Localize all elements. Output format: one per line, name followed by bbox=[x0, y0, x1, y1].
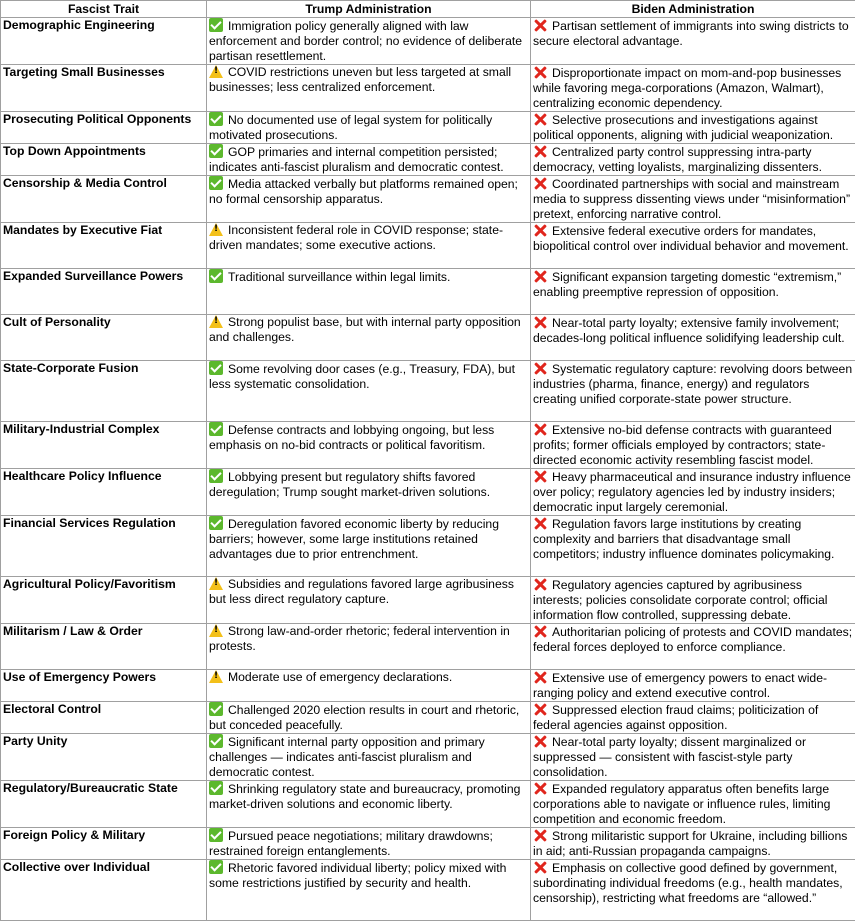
table-row bbox=[1, 144, 855, 176]
trump-assessment-text: Strong law-and-order rhetoric; federal intervention in protests. bbox=[209, 624, 510, 653]
trump-assessment-cell bbox=[207, 112, 531, 144]
table-row bbox=[1, 269, 855, 315]
biden-assessment-cell bbox=[531, 361, 855, 422]
header-biden-administration: Biden Administration bbox=[531, 1, 855, 18]
trump-assessment-text: Inconsistent federal role in COVID response; state-driven mandates; some executive actions. bbox=[209, 223, 503, 252]
warning-icon bbox=[209, 223, 223, 236]
trump-assessment-cell bbox=[207, 65, 531, 112]
cross-mark-icon bbox=[533, 176, 547, 190]
cross-mark-icon bbox=[533, 516, 547, 530]
trump-assessment-text: No documented use of legal system for politically motivated prosecutions. bbox=[209, 113, 492, 142]
trait-cell: Cult of Personality bbox=[1, 315, 207, 361]
trump-assessment-cell bbox=[207, 624, 531, 670]
table-row bbox=[1, 112, 855, 144]
biden-assessment-text: Suppressed election fraud claims; politicization of federal agencies against opposition. bbox=[533, 703, 818, 732]
table-row bbox=[1, 828, 855, 860]
warning-icon bbox=[209, 577, 223, 590]
trait-cell: Agricultural Policy/Favoritism bbox=[1, 577, 207, 624]
check-mark-icon bbox=[209, 860, 223, 874]
table-row bbox=[1, 361, 855, 422]
biden-assessment-text: Strong militaristic support for Ukraine, including billions in aid; anti-Russian propaganda campaigns. bbox=[533, 829, 847, 858]
trait-cell: Regulatory/Bureaucratic State bbox=[1, 781, 207, 828]
table-row bbox=[1, 469, 855, 516]
cross-mark-icon bbox=[533, 361, 547, 375]
check-mark-icon bbox=[209, 516, 223, 530]
trait-cell: Healthcare Policy Influence bbox=[1, 469, 207, 516]
trump-assessment-text: Rhetoric favored individual liberty; policy mixed with some restrictions justified by security and health. bbox=[209, 861, 506, 890]
cross-mark-icon bbox=[533, 469, 547, 483]
trump-assessment-text: Moderate use of emergency declarations. bbox=[228, 670, 452, 684]
trump-assessment-cell bbox=[207, 670, 531, 702]
trump-assessment-cell bbox=[207, 702, 531, 734]
biden-assessment-text: Near-total party loyalty; extensive family involvement; decades-long political influence solidifying leadership cult. bbox=[533, 316, 845, 345]
biden-assessment-cell bbox=[531, 269, 855, 315]
table-row bbox=[1, 422, 855, 469]
trump-assessment-text: Challenged 2020 election results in court and rhetoric, but conceded peacefully. bbox=[209, 703, 519, 732]
check-mark-icon bbox=[209, 734, 223, 748]
biden-assessment-text: Expanded regulatory apparatus often benefits large corporations able to navigate or influence rules, limiting competition and economic freedom. bbox=[533, 782, 830, 826]
trump-assessment-text: Lobbying present but regulatory shifts favored deregulation; Trump sought market-driven solutions. bbox=[209, 470, 490, 499]
biden-assessment-text: Regulatory agencies captured by agribusiness interests; policies consolidate corporate control; official information flow controlled, suppressing debate. bbox=[533, 578, 827, 622]
trump-assessment-text: Traditional surveillance within legal limits. bbox=[228, 270, 450, 284]
biden-assessment-text: Extensive no-bid defense contracts with guaranteed profits; former officials employed by contractors; state-directed economic activity resembling fascist model. bbox=[533, 423, 832, 467]
trump-assessment-cell bbox=[207, 269, 531, 315]
biden-assessment-cell bbox=[531, 65, 855, 112]
cross-mark-icon bbox=[533, 577, 547, 591]
trait-cell: Top Down Appointments bbox=[1, 144, 207, 176]
check-mark-icon bbox=[209, 702, 223, 716]
check-mark-icon bbox=[209, 176, 223, 190]
trump-assessment-text: Significant internal party opposition and primary challenges — indicates anti-fascist pluralism and democratic contest. bbox=[209, 735, 485, 779]
table-row bbox=[1, 65, 855, 112]
warning-icon bbox=[209, 670, 223, 683]
check-mark-icon bbox=[209, 18, 223, 32]
trait-cell: Electoral Control bbox=[1, 702, 207, 734]
biden-assessment-cell bbox=[531, 781, 855, 828]
trait-cell: Military-Industrial Complex bbox=[1, 422, 207, 469]
biden-assessment-text: Significant expansion targeting domestic “extremism,” enabling preemptive repression of opposition. bbox=[533, 270, 841, 299]
biden-assessment-text: Disproportionate impact on mom-and-pop businesses while favoring mega-corporations (Amazon, Walmart), centralizing economic dependency. bbox=[533, 66, 841, 110]
cross-mark-icon bbox=[533, 315, 547, 329]
cross-mark-icon bbox=[533, 702, 547, 716]
trait-cell: Targeting Small Businesses bbox=[1, 65, 207, 112]
trump-assessment-cell bbox=[207, 422, 531, 469]
cross-mark-icon bbox=[533, 65, 547, 79]
table-row bbox=[1, 781, 855, 828]
check-mark-icon bbox=[209, 781, 223, 795]
biden-assessment-cell bbox=[531, 860, 855, 921]
table-row bbox=[1, 18, 855, 65]
biden-assessment-cell bbox=[531, 670, 855, 702]
biden-assessment-cell bbox=[531, 577, 855, 624]
biden-assessment-cell bbox=[531, 734, 855, 781]
biden-assessment-cell bbox=[531, 144, 855, 176]
biden-assessment-text: Systematic regulatory capture: revolving doors between industries (pharma, finance, energy) and regulators creating unified corporate-state power structure. bbox=[533, 362, 852, 406]
warning-icon bbox=[209, 315, 223, 328]
trump-assessment-cell bbox=[207, 734, 531, 781]
biden-assessment-text: Extensive use of emergency powers to enact wide-ranging policy and extend executive control. bbox=[533, 671, 827, 700]
biden-assessment-cell bbox=[531, 112, 855, 144]
trait-cell: Mandates by Executive Fiat bbox=[1, 223, 207, 269]
trump-assessment-text: Strong populist base, but with internal party opposition and challenges. bbox=[209, 315, 521, 344]
trump-assessment-text: Deregulation favored economic liberty by reducing barriers; however, some large institutions retained advantages due to prior entrenchment. bbox=[209, 517, 499, 561]
biden-assessment-text: Centralized party control suppressing intra-party democracy, vetting loyalists, marginalizing dissenters. bbox=[533, 145, 822, 174]
biden-assessment-cell bbox=[531, 469, 855, 516]
trait-cell: Party Unity bbox=[1, 734, 207, 781]
biden-assessment-cell bbox=[531, 315, 855, 361]
table-body bbox=[1, 18, 855, 921]
biden-assessment-cell bbox=[531, 18, 855, 65]
trait-cell: Expanded Surveillance Powers bbox=[1, 269, 207, 315]
trump-assessment-text: Media attacked verbally but platforms remained open; no formal censorship apparatus. bbox=[209, 177, 518, 206]
trump-assessment-text: Pursued peace negotiations; military drawdowns; restrained foreign entanglements. bbox=[209, 829, 493, 858]
trump-assessment-cell bbox=[207, 828, 531, 860]
trump-assessment-text: GOP primaries and internal competition persisted; indicates anti-fascist pluralism and democratic contest. bbox=[209, 145, 504, 174]
trump-assessment-cell bbox=[207, 18, 531, 65]
warning-icon bbox=[209, 624, 223, 637]
biden-assessment-text: Coordinated partnerships with social and mainstream media to suppress dissenting views under “misinformation” pretext, enforcing narrative control. bbox=[533, 177, 850, 221]
trait-cell: State-Corporate Fusion bbox=[1, 361, 207, 422]
trump-assessment-cell bbox=[207, 860, 531, 921]
trait-cell: Prosecuting Political Opponents bbox=[1, 112, 207, 144]
cross-mark-icon bbox=[533, 781, 547, 795]
biden-assessment-text: Partisan settlement of immigrants into swing districts to secure electoral advantage. bbox=[533, 19, 849, 48]
trump-assessment-cell bbox=[207, 781, 531, 828]
cross-mark-icon bbox=[533, 734, 547, 748]
cross-mark-icon bbox=[533, 828, 547, 842]
trait-cell: Censorship & Media Control bbox=[1, 176, 207, 223]
header-row bbox=[1, 1, 855, 18]
cross-mark-icon bbox=[533, 269, 547, 283]
trump-assessment-cell bbox=[207, 577, 531, 624]
cross-mark-icon bbox=[533, 144, 547, 158]
biden-assessment-text: Near-total party loyalty; dissent marginalized or suppressed — consistent with fascist-style party consolidation. bbox=[533, 735, 806, 779]
trump-assessment-cell bbox=[207, 469, 531, 516]
biden-assessment-cell bbox=[531, 422, 855, 469]
trump-assessment-cell bbox=[207, 315, 531, 361]
check-mark-icon bbox=[209, 144, 223, 158]
table-row bbox=[1, 577, 855, 624]
biden-assessment-text: Heavy pharmaceutical and insurance industry influence over policy; regulatory agencies led by industry insiders; democratic input largely ceremonial. bbox=[533, 470, 851, 514]
trait-cell: Foreign Policy & Military bbox=[1, 828, 207, 860]
biden-assessment-cell bbox=[531, 176, 855, 223]
table-row bbox=[1, 176, 855, 223]
check-mark-icon bbox=[209, 422, 223, 436]
header-trump-administration: Trump Administration bbox=[207, 1, 531, 18]
cross-mark-icon bbox=[533, 422, 547, 436]
table-row bbox=[1, 670, 855, 702]
trump-assessment-text: COVID restrictions uneven but less targeted at small businesses; less centralized enforcement. bbox=[209, 65, 511, 94]
trait-cell: Financial Services Regulation bbox=[1, 516, 207, 577]
table-row bbox=[1, 702, 855, 734]
check-mark-icon bbox=[209, 361, 223, 375]
cross-mark-icon bbox=[533, 112, 547, 126]
trump-assessment-cell bbox=[207, 144, 531, 176]
biden-assessment-text: Authoritarian policing of protests and COVID mandates; federal forces deployed to enforce compliance. bbox=[533, 625, 852, 654]
trump-assessment-text: Subsidies and regulations favored large agribusiness but less direct regulatory capture. bbox=[209, 577, 514, 606]
trump-assessment-text: Shrinking regulatory state and bureaucracy, promoting market-driven solutions and economic liberty. bbox=[209, 782, 520, 811]
check-mark-icon bbox=[209, 112, 223, 126]
biden-assessment-text: Selective prosecutions and investigations against political opponents, aligning with judicial weaponization. bbox=[533, 113, 833, 142]
table-row bbox=[1, 734, 855, 781]
trump-assessment-cell bbox=[207, 223, 531, 269]
table-row bbox=[1, 624, 855, 670]
biden-assessment-text: Regulation favors large institutions by creating complexity and barriers that disadvantage small competitors; industry influence dominates policymaking. bbox=[533, 517, 834, 561]
trait-cell: Militarism / Law & Order bbox=[1, 624, 207, 670]
biden-assessment-text: Extensive federal executive orders for mandates, biopolitical control over individual behavior and movement. bbox=[533, 224, 849, 253]
biden-assessment-cell bbox=[531, 702, 855, 734]
cross-mark-icon bbox=[533, 223, 547, 237]
biden-assessment-cell bbox=[531, 516, 855, 577]
biden-assessment-cell bbox=[531, 828, 855, 860]
table-row bbox=[1, 516, 855, 577]
trait-cell: Collective over Individual bbox=[1, 860, 207, 921]
trump-assessment-cell bbox=[207, 176, 531, 223]
trump-assessment-cell bbox=[207, 361, 531, 422]
table-row bbox=[1, 223, 855, 269]
check-mark-icon bbox=[209, 469, 223, 483]
table-row bbox=[1, 860, 855, 921]
trump-assessment-text: Some revolving door cases (e.g., Treasury, FDA), but less systematic consolidation. bbox=[209, 362, 515, 391]
biden-assessment-text: Emphasis on collective good defined by government, subordinating individual freedoms (e.g., health mandates, censorship), restricting what freedoms are “allowed.” bbox=[533, 861, 843, 905]
cross-mark-icon bbox=[533, 860, 547, 874]
trait-cell: Use of Emergency Powers bbox=[1, 670, 207, 702]
cross-mark-icon bbox=[533, 624, 547, 638]
biden-assessment-cell bbox=[531, 624, 855, 670]
check-mark-icon bbox=[209, 269, 223, 283]
cross-mark-icon bbox=[533, 670, 547, 684]
table-row bbox=[1, 315, 855, 361]
check-mark-icon bbox=[209, 828, 223, 842]
biden-assessment-cell bbox=[531, 223, 855, 269]
trump-assessment-text: Defense contracts and lobbying ongoing, but less emphasis on no-bid contracts or political favoritism. bbox=[209, 423, 494, 452]
cross-mark-icon bbox=[533, 18, 547, 32]
header-fascist-trait: Fascist Trait bbox=[1, 1, 207, 18]
trump-assessment-text: Immigration policy generally aligned with law enforcement and border control; no evidence of deliberate partisan resettlement. bbox=[209, 19, 522, 63]
trait-cell: Demographic Engineering bbox=[1, 18, 207, 65]
trump-assessment-cell bbox=[207, 516, 531, 577]
warning-icon bbox=[209, 65, 223, 78]
